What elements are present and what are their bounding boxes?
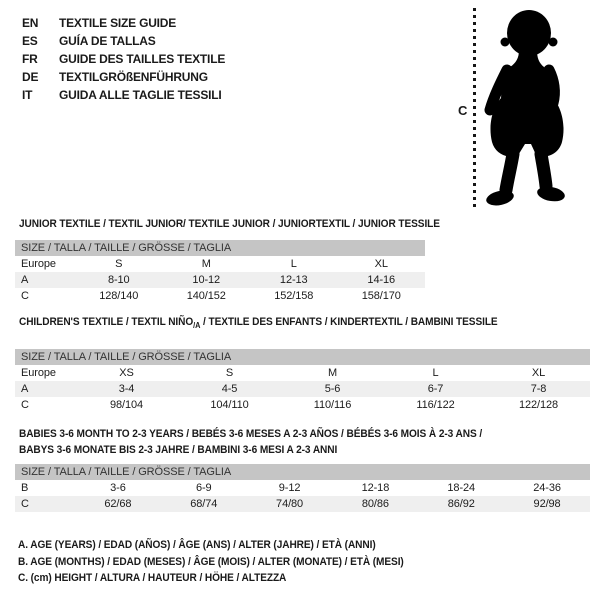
table-cell: 6-9 [195,482,212,494]
heading-subscript: /A [193,321,201,331]
table-cell: 3-4 [75,381,178,397]
row-label: Europe [21,367,56,380]
heading-line: BABIES 3-6 MONTH TO 2-3 YEARS / BEBÉS 3-6 MESES A 2-3 AÑOS / BÉBÉS 3-6 MOIS À 2-3 ANS / [19,428,483,440]
baby-silhouette-icon [479,8,575,210]
table-cell: 86/92 [418,496,504,512]
language-row [22,86,225,104]
height-measure-label: C [458,103,468,118]
language-title: TEXTILE SIZE GUIDE [59,16,177,30]
table-row [15,397,590,413]
language-row [22,68,225,86]
table-cell: 10-12 [163,272,251,288]
children-size-table [15,349,590,413]
row-label: A [15,381,75,397]
table-cell: 6-7 [384,381,487,397]
table-cell: S [225,367,234,380]
row-label: A [15,272,75,288]
table-cell: L [432,367,439,380]
heading-line: BABYS 3-6 MONATE BIS 2-3 JAHRE / BAMBINI 3-6 MESI A 2-3 ANNI [19,444,338,456]
table-row [15,288,425,304]
language-title: GUÍA DE TALLAS [59,34,156,48]
table-row [15,256,425,272]
section-heading-children [19,316,544,332]
table-cell: M [201,258,211,270]
section-heading-junior: JUNIOR TEXTILE / TEXTIL JUNIOR/ TEXTILE JUNIOR / JUNIORTEXTIL / JUNIOR TESSILE [19,218,440,230]
table-cell: 74/80 [247,496,333,512]
table-cell: 9-12 [278,482,301,494]
table-cell: 7-8 [487,381,590,397]
table-row [15,496,590,512]
table-cell: 12-13 [250,272,338,288]
table-cell: 116/122 [416,399,455,412]
section-children-textile [15,316,590,413]
heading-text: CHILDREN'S TEXTILE / TEXTIL NIÑO [19,316,194,328]
language-code: ES [22,34,38,48]
row-label: C [21,290,29,302]
language-row [22,14,225,32]
language-code: FR [22,52,38,66]
table-cell: 12-18 [361,482,390,494]
table-cell: 18-24 [447,482,476,494]
table-cell: 98/104 [109,399,144,412]
table-row [15,365,590,381]
height-measure-dashed-line [473,8,476,208]
size-header: SIZE / TALLA / TAILLE / GRÖSSE / TAGLIA [15,349,590,365]
heading-text: / TEXTILE DES ENFANTS / KINDERTEXTIL / BAMBINI TESSILE [200,316,498,328]
section-babies-textile [15,426,590,512]
table-cell: 80/86 [332,496,418,512]
language-code: DE [22,70,39,84]
table-cell: L [290,258,297,270]
language-title-list [22,14,225,104]
row-label: C [15,496,75,512]
table-cell: 8-10 [75,272,163,288]
language-title: GUIDE DES TAILLES TEXTILE [59,52,226,66]
table-cell: XL [374,258,388,270]
size-header: SIZE / TALLA / TAILLE / GRÖSSE / TAGLIA [15,240,425,256]
section-junior-textile [15,218,440,304]
table-row [15,272,425,288]
table-cell: 68/74 [161,496,247,512]
table-cell: 152/158 [274,290,314,302]
table-row [15,480,590,496]
table-cell: XS [119,367,134,380]
junior-size-table [15,240,425,304]
table-cell: 128/140 [99,290,139,302]
table-cell: 62/68 [75,496,161,512]
language-row [22,32,225,50]
table-cell: 140/152 [186,290,226,302]
table-cell: 5-6 [281,381,384,397]
language-row [22,50,225,68]
table-cell: 92/98 [504,496,590,512]
table-cell: XL [531,367,546,380]
row-label: B [21,482,29,494]
footnote-c: C. (cm) HEIGHT / ALTURA / HAUTEUR / HÖHE / ALTEZZA [18,572,287,584]
table-cell: 4-5 [178,381,281,397]
footnote-b: B. AGE (MONTHS) / EDAD (MESES) / ÂGE (MOIS) / ALTER (MONATE) / ETÀ (MESI) [18,555,404,568]
table-cell: 14-16 [338,272,426,288]
footnote-legend [18,537,437,587]
table-cell: 122/128 [518,399,559,412]
footnote-a: A. AGE (YEARS) / EDAD (AÑOS) / ÂGE (ANS) / ALTER (JAHRE) / ETÀ (ANNI) [18,539,376,551]
table-cell: 3-6 [110,482,126,494]
size-header: SIZE / TALLA / TAILLE / GRÖSSE / TAGLIA [15,464,590,480]
table-cell: 158/170 [361,290,401,302]
table-cell: 24-36 [533,482,561,494]
babies-size-table [15,464,590,512]
language-title: TEXTILGRÖßENFÜHRUNG [59,70,208,84]
table-cell: M [327,367,338,380]
table-cell: S [115,258,123,270]
table-cell: 110/116 [313,399,352,412]
section-heading-babies [19,426,544,458]
table-cell: 104/110 [210,399,249,412]
row-label: C [21,399,29,412]
table-row [15,381,590,397]
language-code: EN [22,16,39,30]
language-title: GUIDA ALLE TAGLIE TESSILI [59,88,222,102]
language-code: IT [22,88,33,102]
row-label: Europe [21,258,56,270]
